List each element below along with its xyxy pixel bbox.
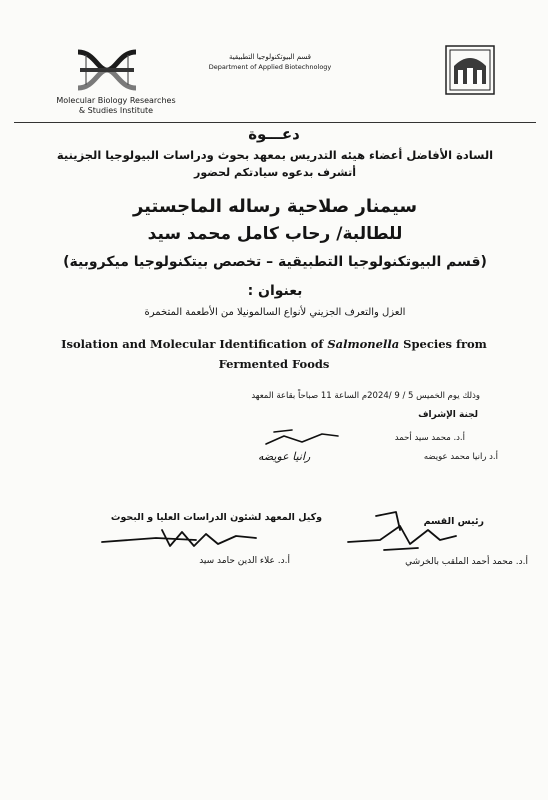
seminar-title: سيمنار صلاحية رساله الماجستير <box>132 196 418 217</box>
title-en-part1: Isolation and Molecular Identification of <box>61 337 328 351</box>
university-crest-icon <box>444 44 496 96</box>
head-of-department-title: رئيس القسم <box>423 516 484 527</box>
committee-member-1: أ.د. محمد سيد أحمد <box>394 433 465 443</box>
institute-name: Molecular Biology Researches & Studies Institute <box>56 96 176 115</box>
signature-vice-dean <box>96 524 266 558</box>
signature-scribble <box>262 426 342 450</box>
signature-scribble <box>96 524 266 554</box>
title-en-italic: Salmonella <box>327 337 400 351</box>
department-en: Department of Applied Biotechnology <box>208 63 332 71</box>
signature-scribble <box>340 506 460 556</box>
committee-heading: لجنة الإشراف <box>418 410 478 420</box>
dna-helix-icon <box>72 46 142 94</box>
head-of-department-name: أ.د. محمد أحمد الملقب بالخرشي <box>405 557 528 567</box>
thesis-title-ar: العزل والتعرف الجزيني لأنواع السالمونيلا من الأطعمة المتخمرة <box>144 307 406 318</box>
vice-dean-title: وكيل المعهد لشئون الدراسات العليا و البحوث <box>110 512 322 523</box>
signature-member-2: رانيا عويضه <box>258 450 311 463</box>
addressee-line: السادة الأفاضل أعضاء هيئه التدريس بمعهد بحوث ودراسات البيولوجيا الجزينية <box>56 148 494 162</box>
header-divider <box>14 122 536 123</box>
invitation-heading: دعـــوة <box>248 125 300 143</box>
institute-logo <box>72 46 142 94</box>
university-emblem <box>444 44 496 96</box>
event-datetime: وذلك يوم الخميس 5 / 9 /2024م الساعة 11 صباحاً بقاعة المعهد <box>251 391 480 401</box>
vice-dean-name: أ.د. علاء الدين حامد سيد <box>199 556 290 566</box>
title-en-part2: Species from Fermented Foods <box>218 337 487 371</box>
invitation-line: أتشرف بدعوه سيادتكم لحضور <box>194 166 356 179</box>
signature-head <box>340 506 460 560</box>
committee-member-2: أ.د رانيا محمد عويضه <box>423 452 498 462</box>
department-specialization: (قسم البيوتكنولوجيا التطبيقية – تخصص بيتكنولوجيا ميكروبية) <box>63 254 487 270</box>
title-label: بعنوان : <box>247 283 303 299</box>
student-name: للطالبة/ رحاب كامل محمد سيد <box>147 224 403 244</box>
department-ar: قسم البيوتكنولوجيا التطبيقية <box>228 53 312 61</box>
thesis-title-en <box>30 334 518 374</box>
